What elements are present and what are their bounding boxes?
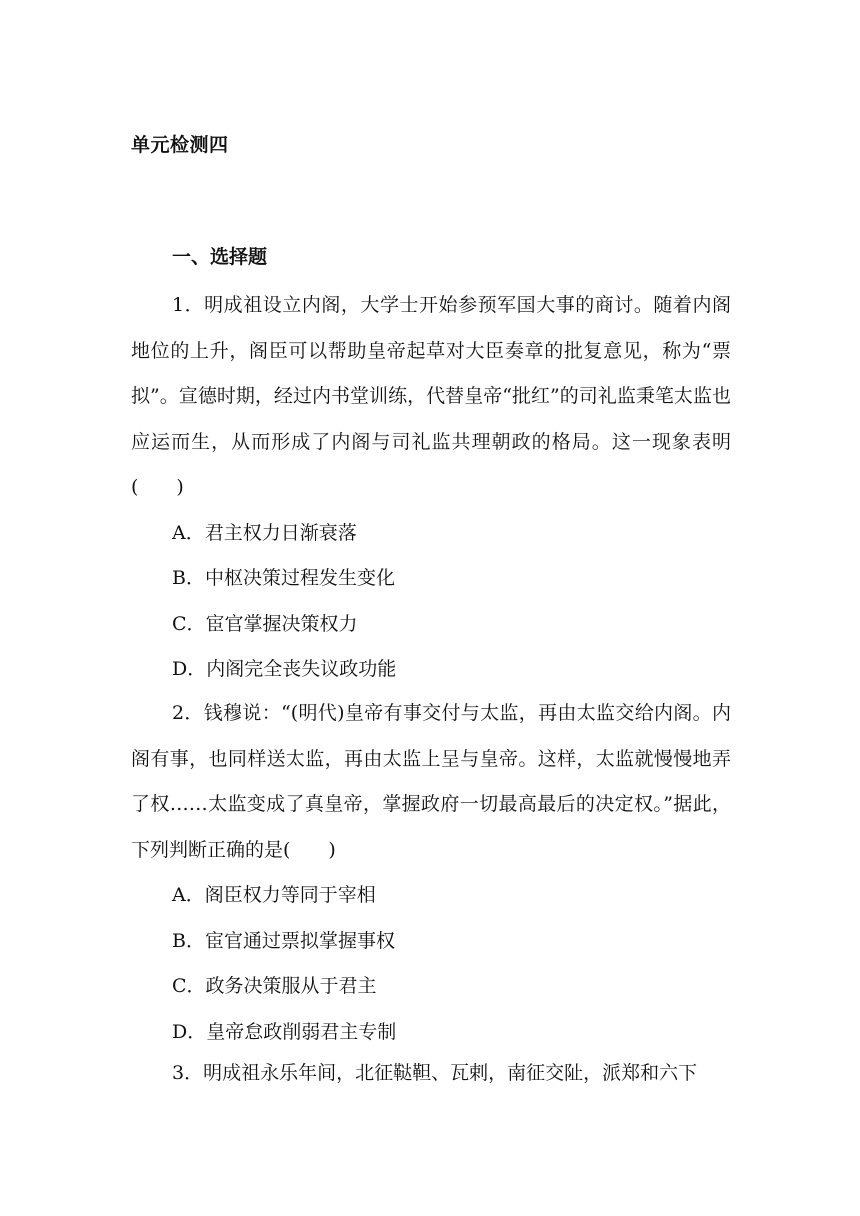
question-2-option-c: C．政务决策服从于君主: [172, 975, 377, 997]
question-1-stem: 1．明成祖设立内阁，大学士开始参预军国大事的商讨。随着内阁地位的上升，阁臣可以帮助皇帝起草对大臣奏章的批复意见，称为“票拟”。宣德时期，经过内书堂训练，代替皇帝“批红”的司礼监秉笔太监也应运而生，从而形成了内阁与司礼监共理朝政的格局。这一现象表明( ): [131, 294, 731, 498]
question-1-options: [131, 511, 731, 693]
section-heading: 一、选择题: [172, 246, 268, 268]
page-title: 单元检测四: [131, 134, 229, 156]
question-2-option-d: D．皇帝怠政削弱君主专制: [172, 1020, 397, 1043]
question-3: [131, 1051, 731, 1097]
question-1-option-d: D．内阁完全丧失议政功能: [172, 658, 397, 680]
question-2: [131, 691, 731, 1055]
question-1-option-c: C．宦官掌握决策权力: [172, 612, 358, 635]
question-2-options: [131, 873, 731, 1055]
question-1-option-b: B．中枢决策过程发生变化: [172, 567, 395, 589]
question-2-option-b: B．宦官通过票拟掌握事权: [172, 929, 395, 952]
question-1: [131, 283, 731, 693]
question-2-stem: 2．钱穆说：“(明代)皇帝有事交付与太监，再由太监交给内阁。内阁有事，也同样送太监，再由太监上呈与皇帝。这样，太监就慢慢地弄了权……太监变成了真皇帝，掌握政府一切最高最后的决定权。”据此，下列判断正确的是( ): [131, 702, 731, 861]
question-3-stem: 3．明成祖永乐年间，北征鞑靼、瓦剌，南征交阯，派郑和六下: [172, 1062, 698, 1084]
question-1-option-a: A．君主权力日渐衰落: [172, 521, 357, 544]
question-2-option-a: A．阁臣权力等同于宰相: [172, 884, 376, 906]
